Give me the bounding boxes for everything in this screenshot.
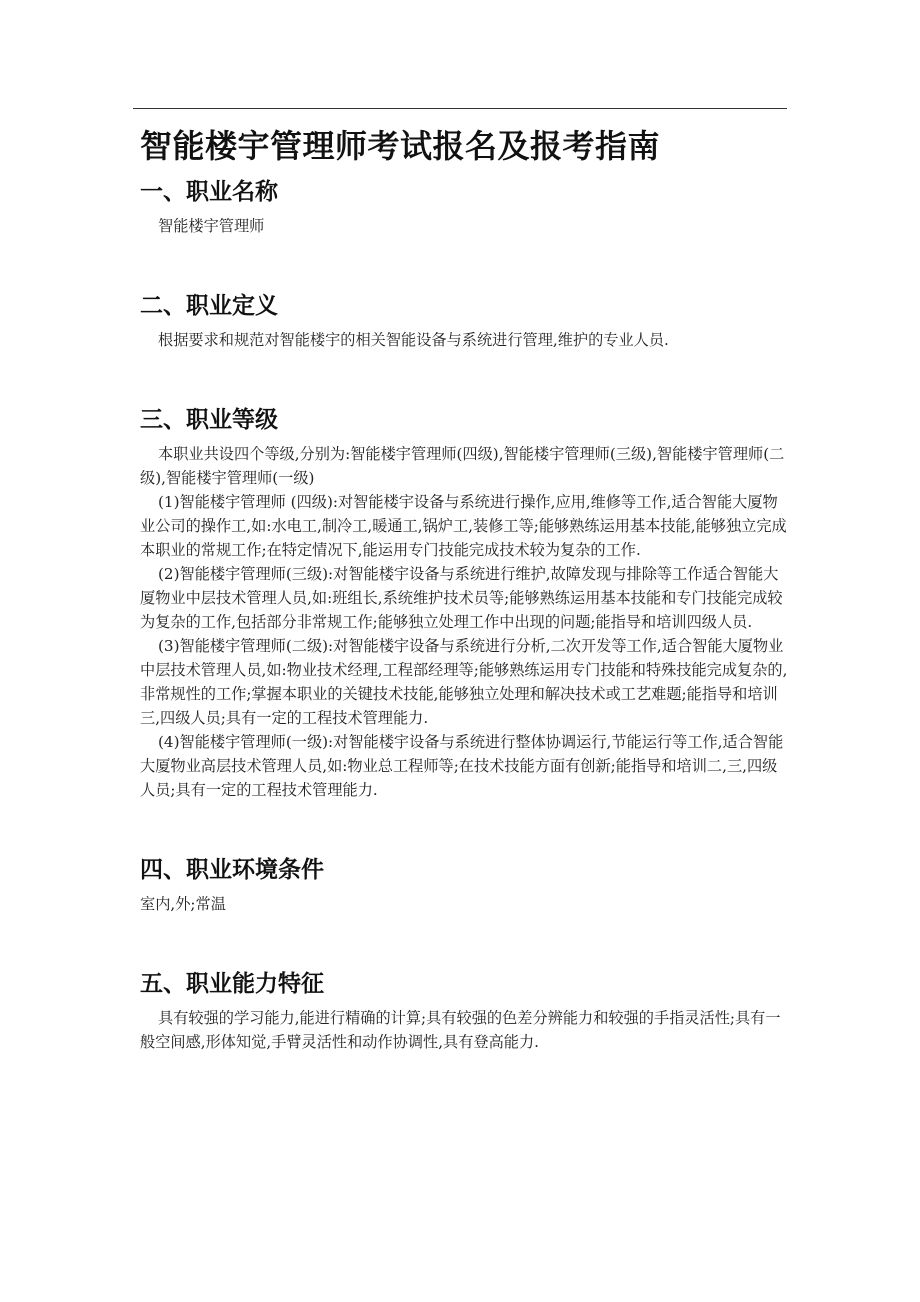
- page-title: 智能楼宇管理师考试报名及报考指南: [140, 127, 661, 165]
- section-paragraph: 具有较强的学习能力,能进行精确的计算;具有较强的色差分辨能力和较强的手指灵活性;具有一般空间感,形体知觉,手臂灵活性和动作协调性,具有登高能力.: [140, 1009, 781, 1051]
- header-divider: [133, 108, 787, 109]
- section-occupation-levels: [140, 402, 790, 802]
- section-heading: 四、职业环境条件: [140, 857, 324, 883]
- section-heading: 五、职业能力特征: [140, 971, 324, 997]
- level-four-paragraph: (1)智能楼宇管理师 (四级):对智能楼宇设备与系统进行操作,应用,维修等工作,适合智能大厦物业公司的操作工,如:水电工,制冷工,暖通工,锅炉工,装修工等;能够熟练运用基本技能,能够独立完成本职业的常规工作;在特定情况下,能运用专门技能完成技术较为复杂的工作.: [140, 493, 787, 559]
- document-body: [140, 120, 790, 1054]
- section-paragraph: 室内,外;常温: [140, 895, 226, 913]
- section-work-environment: [140, 852, 790, 916]
- section-paragraph: 智能楼宇管理师: [158, 217, 265, 235]
- section-ability-traits: [140, 966, 790, 1054]
- levels-intro-paragraph: 本职业共设四个等级,分别为:智能楼宇管理师(四级),智能楼宇管理师(三级),智能楼宇管理师(二级),智能楼宇管理师(一级): [140, 445, 785, 487]
- level-one-paragraph: (4)智能楼宇管理师(一级):对智能楼宇设备与系统进行整体协调运行,节能运行等工作,适合智能大厦物业高层技术管理人员,如:物业总工程师等;在技术技能方面有创新;能指导和培训二,三,四级人员;具有一定的工程技术管理能力.: [140, 733, 784, 799]
- level-two-paragraph: (3)智能楼宇管理师(二级):对智能楼宇设备与系统进行分析,二次开发等工作,适合智能大厦物业中层技术管理人员,如:物业技术经理,工程部经理等;能够熟练运用专门技能和特殊技能完成复杂的,非常规性的工作;掌握本职业的关键技术技能,能够独立处理和解决技术或工艺难题;能指导和培训三,四级人员;具有一定的工程技术管理能力.: [140, 637, 788, 727]
- section-heading: 一、职业名称: [140, 179, 278, 205]
- section-occupation-name: [140, 174, 790, 238]
- section-paragraph: 根据要求和规范对智能楼宇的相关智能设备与系统进行管理,维护的专业人员.: [158, 331, 669, 349]
- section-heading: 二、职业定义: [140, 293, 278, 319]
- section-occupation-definition: [140, 288, 790, 352]
- level-three-paragraph: (2)智能楼宇管理师(三级):对智能楼宇设备与系统进行维护,故障发现与排除等工作适合智能大厦物业中层技术管理人员,如:班组长,系统维护技术员等;能够熟练运用基本技能和专门技能完成较为复杂的工作,包括部分非常规工作;能够独立处理工作中出现的问题;能指导和培训四级人员.: [140, 565, 783, 631]
- section-heading: 三、职业等级: [140, 407, 278, 433]
